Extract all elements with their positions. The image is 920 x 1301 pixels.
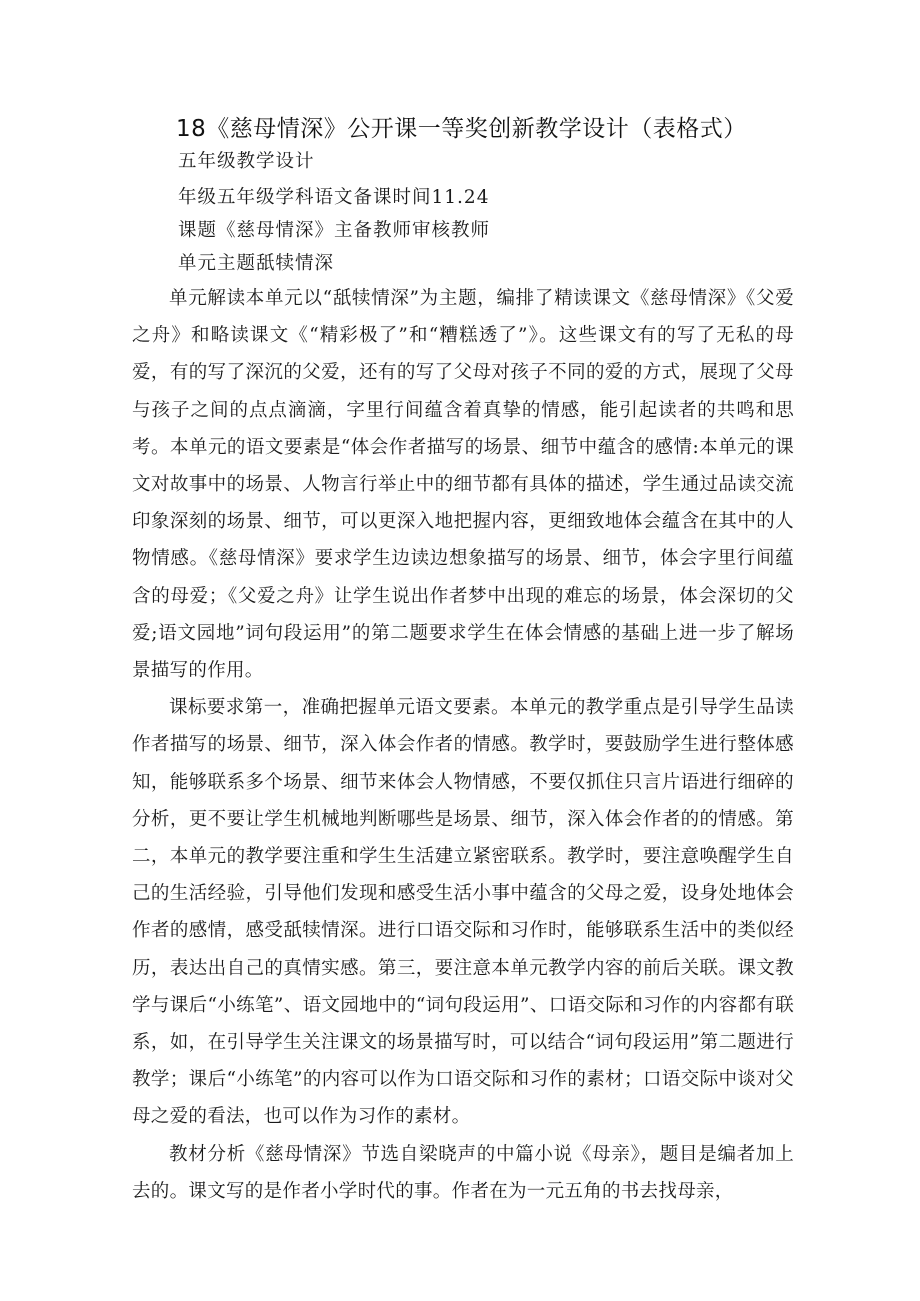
unit-theme-line: 单元主题舐犊情深 bbox=[178, 253, 335, 274]
unit-analysis-paragraph: 单元解读本单元以“舐犊情深”为主题，编排了精读课文《慈母情深》《父爱之舟》和略读课文《“精彩极了”和“糟糕透了”》。这些课文有的写了无私的母爱，有的写了深沉的父爱，还有的写了父母对孩子不同的爱的方式，展现了父母与孩子之间的点点滴滴，字里行间蕴含着真挚的情感，能引起读者的共鸣和思考。本单元的语文要素是“体会作者描写的场景、细节中蕴含的感情:本单元的课文对故事中的场景、人物言行举止中的细节都有具体的描述，学生通过品读交流印象深刻的场景、细节，可以更深入地把握内容，更细致地体会蕴含在其中的人物情感。《慈母情深》要求学生边读边想象描写的场景、细节，体会字里行间蕴含的母爱；《父爱之舟》让学生说出作者梦中出现的难忘的场景，体会深切的父爱;语文园地”词句段运用”的第二题要求学生在体会情感的基础上进一步了解场景描写的作用。 bbox=[132, 288, 794, 682]
lesson-topic-line: 课题《慈母情深》主备教师审核教师 bbox=[178, 220, 491, 241]
document-title: 18《慈母情深》公开课一等奖创新教学设计（表格式） bbox=[176, 116, 747, 142]
textbook-analysis-paragraph: 教材分析《慈母情深》节选自梁晓声的中篇小说《母亲》，题目是编者加上去的。课文写的是作者小学时代的事。作者在为一元五角的书去找母亲， bbox=[132, 1143, 794, 1202]
document-body bbox=[132, 280, 794, 1210]
grade-subject-line: 年级五年级学科语文备课时间11.24 bbox=[178, 187, 490, 208]
grade-design-line: 五年级教学设计 bbox=[178, 151, 315, 172]
curriculum-requirements-paragraph: 课标要求第一，准确把握单元语文要素。本单元的教学重点是引导学生品读作者描写的场景、细节，深入体会作者的情感。教学时，要鼓励学生进行整体感知，能够联系多个场景、细节来体会人物情感，不要仅抓住只言片语进行细碎的分析，更不要让学生机械地判断哪些是场景、细节，深入体会作者的的情感。第二，本单元的教学要注重和学生生活建立紧密联系。教学时，要注意唤醒学生自己的生活经验，引导他们发现和感受生活小事中蕴含的父母之爱，设身处地体会作者的感情，感受舐犊情深。进行口语交际和习作时，能够联系生活中的类似经历，表达出自己的真情实感。第三，要注意本单元教学内容的前后关联。课文教学与课后“小练笔”、语文园地中的“词句段运用”、口语交际和习作的内容都有联系，如，在引导学生关注课文的场景描写时，可以结合“词句段运用”第二题进行教学；课后“小练笔”的内容可以作为口语交际和习作的素材；口语交际中谈对父母之爱的看法，也可以作为习作的素材。 bbox=[132, 697, 794, 1128]
